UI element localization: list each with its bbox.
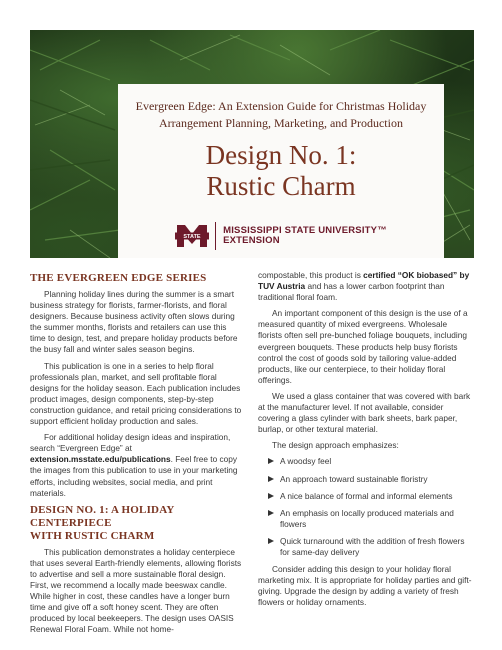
logo-extension-name: EXTENSION: [223, 235, 280, 246]
triangle-bullet-icon: [268, 538, 274, 544]
design-heading-line-2: WITH RUSTIC CHARM: [30, 529, 155, 542]
header-banner: [30, 30, 474, 258]
approach-list-item: [258, 536, 472, 558]
right-column: [258, 270, 472, 613]
design-heading: [30, 504, 242, 543]
design-title-line-2: Rustic Charm: [206, 171, 356, 201]
design-title: [118, 140, 444, 202]
series-paragraph-3: [30, 432, 242, 499]
approach-list-item: [258, 456, 472, 467]
approach-list: [258, 456, 472, 558]
approach-list-item: [258, 508, 472, 530]
paragraph-text: and has a lower carbon footprint than traditional floral foam.: [258, 281, 445, 303]
approach-list-item: [258, 491, 472, 502]
title-card: [118, 84, 444, 258]
series-title: [128, 98, 434, 132]
bullet-text: An emphasis on locally produced materials and flowers: [280, 507, 454, 529]
bullet-text: A woodsy feel: [280, 456, 332, 467]
design-title-line-1: Design No. 1:: [205, 140, 357, 170]
triangle-bullet-icon: [268, 458, 274, 464]
logo-divider: [215, 222, 216, 250]
closing-paragraph: Consider adding this design to your holiday floral marketing mix. It is appropriate for holiday parties and gift-giving. Upgrade the design by adding a variety of fresh flowers or holiday ornaments.: [258, 564, 472, 608]
logo-mark-text: STATE: [183, 234, 201, 241]
design-heading-line-1: DESIGN NO. 1: A HOLIDAY CENTERPIECE: [30, 503, 175, 529]
paragraph-text: For additional holiday design ideas and inspiration, search “Evergreen Edge” at: [30, 432, 231, 454]
certification-text: certified “OK biobased” by TUV Austria: [258, 270, 470, 292]
logo-university-name: MISSISSIPPI STATE UNIVERSITY™: [223, 225, 387, 236]
msu-m-logo-icon: [175, 223, 209, 249]
paragraph-text: compostable, this product is: [258, 270, 364, 280]
container-paragraph: We used a glass container that was covered with bark at the manufacturer level. If not available, consider covering a glass cylinder with bark sheets, bark paper, burlap, or other textural material.: [258, 390, 471, 435]
bullet-text: An approach toward sustainable floristry: [280, 473, 428, 484]
approach-list-item: [258, 474, 472, 485]
triangle-bullet-icon: [268, 510, 274, 516]
left-column: [30, 272, 242, 640]
series-paragraph-2: This publication is one in a series to help floral professionals plan, market, and sell profitable floral designs for the holiday season. Each publication includes product images, design components, step-by-step construction guidance, and retail pricing considerations to support efficient holiday production and sales.: [30, 360, 242, 427]
logo-text: [223, 226, 387, 246]
msu-extension-logo: [118, 222, 444, 250]
series-heading: THE EVERGREEN EDGE SERIES: [30, 272, 207, 284]
series-title-line-2: Arrangement Planning, Marketing, and Production: [159, 116, 403, 130]
triangle-bullet-icon: [268, 476, 274, 482]
series-paragraph-1: Planning holiday lines during the summer is a smart business strategy for florists, farmer-florists, and floral designers. Because business activity often slows during the summer months, florists and retailers can use this time to design, test, and prepare holiday products before the busy fall and winter sales season begins.: [30, 289, 238, 355]
foam-paragraph: [258, 270, 472, 303]
evergreens-paragraph: An important component of this design is the use of a measured quantity of mixed evergreens. Wholesale florists often sell pre-bunched foliage bouquets, including evergreen bouquets. These products help busy florists control the cost of goods sold by tailoring value-added products, like our centerpiece, to their holiday floral offerings.: [258, 308, 468, 385]
approach-intro: The design approach emphasizes:: [272, 440, 399, 451]
paragraph-text: . Feel free to copy the images from this publication to use in your marketing efforts, including websites, social media, and print materials.: [30, 454, 238, 498]
publications-link[interactable]: extension.msstate.edu/publications: [30, 454, 171, 465]
bullet-text: Quick turnaround with the addition of fresh flowers for same-day delivery: [280, 535, 465, 557]
triangle-bullet-icon: [268, 493, 274, 499]
design-paragraph-1: This publication demonstrates a holiday centerpiece that uses several Earth-friendly elements, allowing florists to advertise and sell a more sustainable floral design. First, we recommend a locally made beeswax candle. While higher in cost, these candles have a longer burn time and give off a soft honey scent. They are often produced by local beekeepers. The design uses OASIS Renewal Floral Foam. While not home-: [30, 546, 242, 635]
series-title-line-1: Evergreen Edge: An Extension Guide for Christmas Holiday: [135, 99, 427, 113]
bullet-text: A nice balance of formal and informal elements: [280, 490, 453, 501]
